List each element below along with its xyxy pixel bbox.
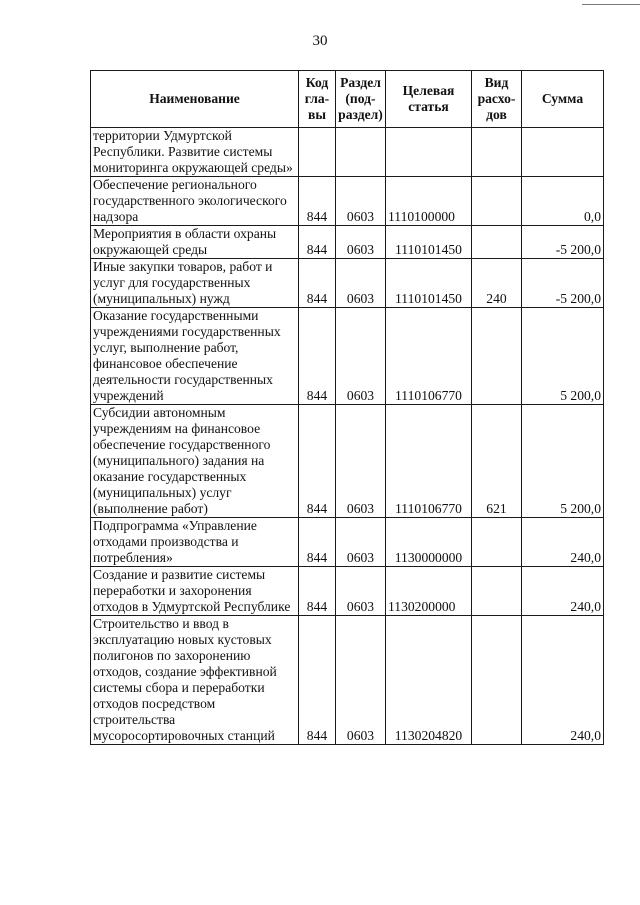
row-sum: -5 200,0 <box>522 259 604 308</box>
row-name: территории Удмуртской Республики. Развитие системы мониторинга окружающей среды» <box>91 128 299 177</box>
row-code: 844 <box>299 405 336 518</box>
row-target: 1110106770 <box>386 308 472 405</box>
table-row <box>91 518 604 567</box>
row-expense-type <box>472 308 522 405</box>
row-target: 1130200000 <box>386 567 472 616</box>
header-name: Наименование <box>91 71 299 128</box>
row-sum: -5 200,0 <box>522 226 604 259</box>
header-section <box>336 71 386 128</box>
row-section: 0603 <box>336 616 386 745</box>
row-code: 844 <box>299 616 336 745</box>
row-target <box>386 128 472 177</box>
header-section-line: раздел) <box>338 107 383 122</box>
page-number: 30 <box>312 33 328 49</box>
row-expense-type <box>472 128 522 177</box>
row-code: 844 <box>299 308 336 405</box>
row-code: 844 <box>299 259 336 308</box>
row-section: 0603 <box>336 259 386 308</box>
header-target <box>386 71 472 128</box>
row-target: 1130000000 <box>386 518 472 567</box>
row-sum: 240,0 <box>522 518 604 567</box>
row-target: 1110106770 <box>386 405 472 518</box>
scan-edge-mark <box>582 0 640 5</box>
row-expense-type: 240 <box>472 259 522 308</box>
row-expense-type <box>472 177 522 226</box>
row-name: Строительство и ввод в эксплуатацию новых кустовых полигонов по захоронению отходов, создание эффективной системы сбора и переработки отходов посредством строительства мусоросортировочных станций <box>91 616 299 745</box>
row-name: Оказание государственными учреждениями государственных услуг, выполнение работ, финансовое обеспечение деятельности государственных учреждений <box>91 308 299 405</box>
table-row <box>91 259 604 308</box>
row-section: 0603 <box>336 518 386 567</box>
row-name: Иные закупки товаров, работ и услуг для государственных (муниципальных) нужд <box>91 259 299 308</box>
row-section: 0603 <box>336 405 386 518</box>
row-code: 844 <box>299 177 336 226</box>
row-code: 844 <box>299 518 336 567</box>
row-sum: 240,0 <box>522 616 604 745</box>
row-target: 1130204820 <box>386 616 472 745</box>
table-header-row <box>91 71 604 128</box>
row-section <box>336 128 386 177</box>
row-target: 1110100000 <box>386 177 472 226</box>
table-row <box>91 308 604 405</box>
row-expense-type <box>472 518 522 567</box>
row-code: 844 <box>299 226 336 259</box>
header-expense-line: расхо- <box>477 91 516 106</box>
row-code <box>299 128 336 177</box>
row-expense-type <box>472 226 522 259</box>
header-section-line: Раздел <box>340 75 381 90</box>
header-sum: Сумма <box>522 71 604 128</box>
header-code-line: Код <box>305 75 329 90</box>
row-name: Создание и развитие системы переработки и захоронения отходов в Удмуртской Республике <box>91 567 299 616</box>
header-target-line: Целевая <box>402 83 455 98</box>
row-target: 1110101450 <box>386 259 472 308</box>
header-expense-type <box>472 71 522 128</box>
header-code-line: гла- <box>304 91 330 106</box>
row-section: 0603 <box>336 177 386 226</box>
budget-table <box>90 70 604 745</box>
row-sum: 0,0 <box>522 177 604 226</box>
row-section: 0603 <box>336 567 386 616</box>
table-row <box>91 405 604 518</box>
table-row <box>91 128 604 177</box>
row-name: Обеспечение регионального государственного экологического надзора <box>91 177 299 226</box>
row-section: 0603 <box>336 308 386 405</box>
table-row <box>91 177 604 226</box>
header-code-line: вы <box>308 107 326 122</box>
row-name: Мероприятия в области охраны окружающей среды <box>91 226 299 259</box>
row-sum: 5 200,0 <box>522 308 604 405</box>
row-sum: 240,0 <box>522 567 604 616</box>
header-target-line: статья <box>408 99 449 114</box>
row-expense-type <box>472 616 522 745</box>
table-row <box>91 567 604 616</box>
row-target: 1110101450 <box>386 226 472 259</box>
row-name: Подпрограмма «Управление отходами производства и потребления» <box>91 518 299 567</box>
header-expense-line: Вид <box>484 75 509 90</box>
row-expense-type: 621 <box>472 405 522 518</box>
table-row <box>91 616 604 745</box>
row-sum <box>522 128 604 177</box>
header-section-line: (под- <box>345 91 376 106</box>
table-row <box>91 226 604 259</box>
row-sum: 5 200,0 <box>522 405 604 518</box>
row-section: 0603 <box>336 226 386 259</box>
header-expense-line: дов <box>486 107 507 122</box>
row-expense-type <box>472 567 522 616</box>
row-code: 844 <box>299 567 336 616</box>
header-code <box>299 71 336 128</box>
row-name: Субсидии автономным учреждениям на финансовое обеспечение государственного (муниципального) задания на оказание государственных (муниципальных) услуг (выполнение работ) <box>91 405 299 518</box>
